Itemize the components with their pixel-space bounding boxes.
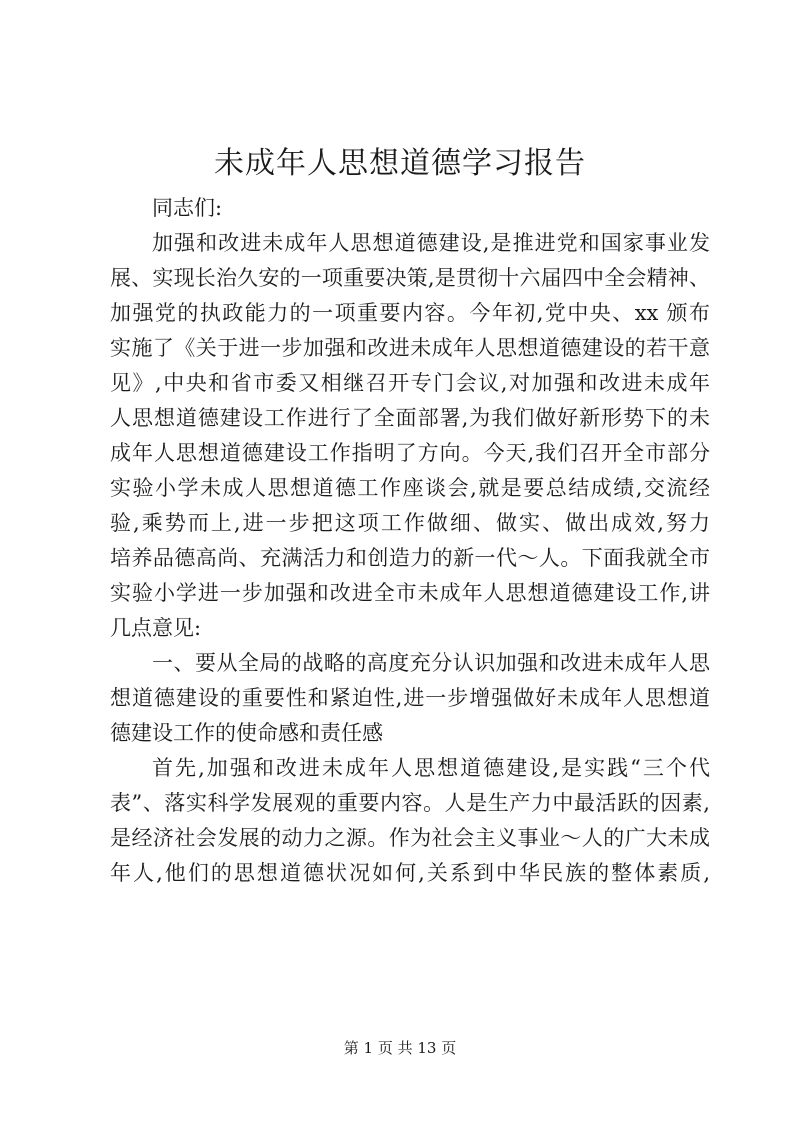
text-line: 德建设工作的使命感和责任感 <box>110 721 383 745</box>
text-line: 表”、落实科学发展观的重要内容。人是生产力中最活跃的因素, <box>110 791 710 815</box>
text-line: 一、要从全局的战略的高度充分认识加强和改进未成年人思 <box>152 651 710 675</box>
text-line: 见》,中央和省市委又相继召开专门会议,对加强和改进未成年 <box>110 371 710 395</box>
document-body <box>110 191 710 891</box>
text-line: 实验小学进一步加强和改进全市未成年人思想道德建设工作,讲 <box>110 581 710 605</box>
text-line: 几点意见: <box>110 616 202 640</box>
text-line: 首先,加强和改进未成年人思想道德建设,是实践“三个代 <box>152 756 710 780</box>
text-line: 验,乘势而上,进一步把这项工作做细、做实、做出成效,努力 <box>110 511 710 535</box>
text-line: 人思想道德建设工作进行了全面部署,为我们做好新形势下的未 <box>110 406 710 430</box>
text-line: 展、实现长治久安的一项重要决策,是贯彻十六届四中全会精神、 <box>110 266 710 290</box>
text-line: 实施了《关于进一步加强和改进未成年人思想道德建设的若干意 <box>110 336 710 360</box>
text-line: 培养品德高尚、充满活力和创造力的新一代～人。下面我就全市 <box>110 546 710 570</box>
text-line: 加强党的执政能力的一项重要内容。今年初,党中央、xx 颁布 <box>110 301 710 325</box>
text-line: 想道德建设的重要性和紧迫性,进一步增强做好未成年人思想道 <box>110 686 710 710</box>
text-line: 是经济社会发展的动力之源。作为社会主义事业～人的广大未成 <box>110 826 710 850</box>
text-line: 加强和改进未成年人思想道德建设,是推进党和国家事业发 <box>152 231 710 255</box>
page-footer: 第 1 页 共 13 页 <box>343 1039 457 1057</box>
text-line: 年人,他们的思想道德状况如何,关系到中华民族的整体素质, <box>110 861 710 885</box>
document-title: 未成年人思想道德学习报告 <box>214 146 586 181</box>
text-line: 实验小学未成人思想道德工作座谈会,就是要总结成绩,交流经 <box>110 476 710 500</box>
text-line: 成年人思想道德建设工作指明了方向。今天,我们召开全市部分 <box>110 441 710 465</box>
text-line: 同志们: <box>152 196 223 220</box>
